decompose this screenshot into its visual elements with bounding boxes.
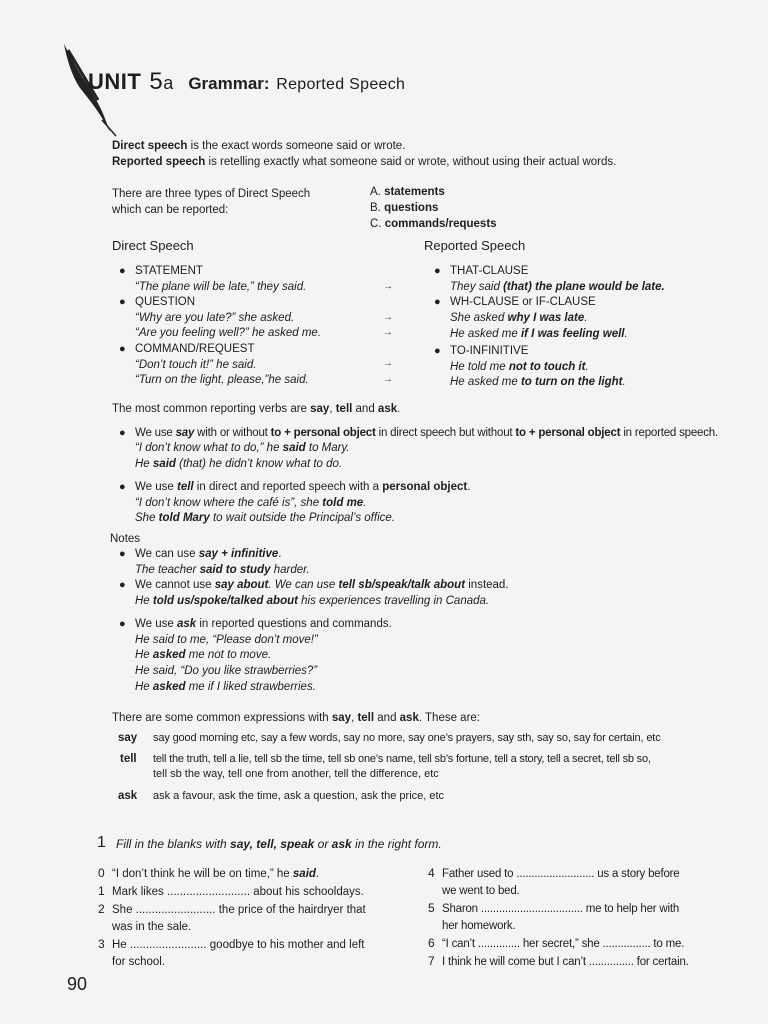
example-text: He told me [450, 361, 509, 373]
example-line: “Turn on the light, please,”he said. [135, 374, 309, 386]
text: There are some common expressions with [112, 712, 332, 724]
type-prefix: C. [370, 218, 385, 230]
exercise-item-cont [98, 919, 408, 936]
example-line [450, 280, 665, 296]
exercise-item-cont [428, 883, 738, 900]
expression-list-ask: ask a favour, ask the time, ask a question, ask the price, etc [153, 790, 445, 802]
exercise-item [98, 865, 408, 883]
example-text: “I don’t know where the café is”, she [135, 497, 323, 509]
item-number: 1 [98, 884, 105, 898]
expressions-intro [112, 711, 480, 727]
example-text: He [135, 458, 153, 470]
text: Fill in the blanks with [116, 837, 231, 851]
bullet-text: COMMAND/REQUEST [135, 343, 255, 355]
type-a [370, 185, 445, 201]
bullet-icon: ● [434, 265, 441, 277]
text: , [329, 403, 336, 415]
type-b [370, 201, 438, 217]
item-answer: said [292, 868, 316, 880]
arrow-icon: → [383, 312, 393, 323]
exercise-instructions [116, 837, 442, 853]
example-emphasis: told us/spoke/talked about [152, 595, 298, 607]
definition-direct [112, 139, 405, 155]
example-line: “Don’t touch it!” he said. [135, 359, 257, 371]
example-line: “Are you feeling well?” he asked me. [135, 327, 322, 339]
text: We use [135, 618, 177, 630]
page-number: 90 [67, 974, 88, 994]
rule-tell [119, 480, 471, 496]
item-text: He ........................ goodbye to his mother and left [112, 939, 365, 951]
type-text: statements [384, 186, 445, 198]
example-line [135, 511, 395, 527]
bullet-icon: ● [119, 618, 126, 630]
example-emphasis: asked [152, 649, 186, 661]
example-text: to wait outside the Principal’s office. [209, 512, 395, 524]
example-line [135, 457, 342, 473]
example-text: They said [450, 281, 504, 293]
bullet-icon: ● [119, 343, 126, 355]
emphasis: ask [176, 618, 197, 630]
example-line: “The plane will be late,” they said. [135, 281, 307, 293]
unit-number [149, 68, 173, 95]
example-text: He asked me [450, 328, 521, 340]
example-emphasis: why I was late [507, 312, 585, 324]
text: We cannot use [135, 579, 215, 591]
example-emphasis: asked [152, 681, 186, 693]
example-line: He said to me, “Please don’t move!” [135, 634, 318, 646]
bullet-icon: ● [119, 481, 126, 493]
text: or [314, 837, 332, 851]
item-number: 0 [98, 866, 105, 880]
direct-speech-heading: Direct Speech [112, 238, 194, 253]
emphasis: tell [176, 481, 194, 493]
example-line [450, 311, 587, 327]
verb-tell: tell [357, 712, 375, 724]
types-intro-line: which can be reported: [112, 204, 229, 216]
item-text: Father used to .......................... us a story before [442, 868, 680, 880]
item-text: “I don’t think he will be on time,” he [112, 868, 293, 880]
example-text: She [135, 512, 159, 524]
exercise-items-left [98, 865, 408, 971]
exercise-item [428, 900, 738, 918]
text: . These are: [418, 712, 480, 724]
item-number: 4 [428, 866, 435, 880]
text: in the right form. [351, 837, 442, 851]
expression-key-say: say [118, 732, 138, 744]
text: , [351, 712, 358, 724]
text: . [397, 403, 401, 415]
emphasis: say + infinitive [198, 548, 279, 560]
type-prefix: A. [370, 186, 385, 198]
text: The most common reporting verbs are [112, 403, 311, 415]
example-text: his experiences travelling in Canada. [297, 595, 490, 607]
bullet-icon: ● [119, 296, 126, 308]
example-text: harder. [270, 564, 310, 576]
example-text: “I don’t know what to do,” he [135, 442, 283, 454]
bullet-text: QUESTION [135, 296, 196, 308]
exercise-item-cont [98, 954, 408, 971]
example-line [450, 360, 589, 376]
example-text: He [135, 649, 153, 661]
example-text: (that) he didn’t know what to do. [175, 458, 343, 470]
notes-heading: Notes [110, 533, 141, 545]
bullet-icon: ● [434, 296, 441, 308]
example-text: . [624, 328, 628, 340]
arrow-icon: → [383, 374, 393, 385]
text: in reported questions and commands. [196, 618, 392, 630]
note-item [119, 578, 509, 594]
example-line [450, 327, 628, 343]
emphasis: tell sb/speak/talk about [338, 579, 466, 591]
example-text: to Mary. [305, 442, 350, 454]
text: with or without [194, 427, 271, 439]
bullet-icon: ● [434, 345, 441, 357]
example-text: . [584, 312, 588, 324]
expression-list-tell: tell the truth, tell a lie, tell sb the time, tell sb one’s name, tell sb’s fortune, tell a story, tell a secret, tell sb so, [153, 753, 651, 765]
example-text: me not to move. [185, 649, 272, 661]
example-text: He [135, 595, 153, 607]
definition-text: is the exact words someone said or wrote. [187, 140, 406, 152]
text: in reported speech. [620, 427, 718, 439]
item-number: 5 [428, 901, 435, 915]
example-line: He said, “Do you like strawberries?” [135, 665, 318, 677]
bullet-icon: ● [119, 427, 126, 439]
expression-key-ask: ask [118, 790, 138, 802]
example-text: He asked me [450, 376, 521, 388]
exercise-item [98, 936, 408, 954]
exercise-number: 1 [97, 834, 106, 851]
bullet-text: TO-INFINITIVE [450, 345, 529, 357]
example-emphasis: not to touch it [508, 361, 586, 373]
example-text: He [135, 681, 153, 693]
text: and [374, 712, 400, 724]
term-direct: Direct speech [112, 140, 188, 152]
bullet-to-infinitive [434, 344, 529, 360]
emphasis: to + personal object [270, 427, 376, 439]
example-line [135, 441, 350, 457]
exercise-item [428, 865, 738, 883]
verb-tell: tell [335, 403, 353, 415]
types-intro-line: There are three types of Direct Speech [112, 188, 311, 200]
exercise-item [98, 901, 408, 919]
bullet-text: THAT-CLAUSE [450, 265, 529, 277]
bullet-icon: ● [119, 579, 126, 591]
expression-list-say: say good morning etc, say a few words, say no more, say one’s prayers, say sth, say so, say for certain, etc [153, 732, 661, 744]
exercise-item [428, 935, 738, 953]
page-title [88, 68, 405, 96]
type-prefix: B. [370, 202, 385, 214]
definition-reported [112, 155, 616, 171]
example-line [135, 496, 366, 512]
emphasis: say, tell, speak [230, 837, 315, 851]
example-emphasis: if I was feeling well [520, 328, 625, 340]
term-reported: Reported speech [112, 156, 206, 168]
example-emphasis: said [152, 458, 176, 470]
note-item [119, 617, 392, 633]
example-line [450, 375, 626, 391]
item-text: . [315, 868, 320, 880]
text: . [467, 481, 471, 493]
example-emphasis: said [282, 442, 306, 454]
topic-label: Reported Speech [276, 76, 406, 93]
item-text: “I can’t .............. her secret,” she ................ to me. [442, 938, 685, 950]
emphasis: to + personal object [515, 427, 621, 439]
item-number: 3 [98, 937, 105, 951]
text: in direct speech but without [375, 427, 516, 439]
example-emphasis: told me [322, 497, 364, 509]
example-emphasis: said to study [199, 564, 271, 576]
bullet-question [119, 295, 196, 311]
bullet-statement [119, 264, 203, 280]
text: We use [135, 427, 176, 439]
unit-label: UNIT [88, 69, 142, 94]
item-text: She ......................... the price of the hairdryer that [112, 904, 366, 916]
verb-say: say [310, 403, 330, 415]
text: in direct and reported speech with a [193, 481, 383, 493]
item-text: I think he will come but I can’t ............... for certain. [442, 956, 689, 968]
example-text: . [363, 497, 367, 509]
bullet-command [119, 342, 255, 358]
example-line [135, 594, 489, 610]
example-text: . [622, 376, 626, 388]
type-text: questions [384, 202, 439, 214]
bullet-icon: ● [119, 265, 126, 277]
unit-letter: a [163, 73, 174, 93]
emphasis: say about [214, 579, 269, 591]
verb-say: say [331, 712, 352, 724]
verb-ask: ask [377, 403, 398, 415]
bullet-text: STATEMENT [135, 265, 203, 277]
emphasis: personal object [382, 481, 468, 493]
text: We can use [135, 548, 199, 560]
item-number: 7 [428, 954, 435, 968]
text: instead. [465, 579, 509, 591]
item-text: was in the sale. [112, 921, 192, 933]
example-emphasis: to turn on the light [520, 376, 623, 388]
reporting-verbs-line [112, 402, 400, 418]
bullet-text: WH-CLAUSE or IF-CLAUSE [450, 296, 596, 308]
example-line: “Why are you late?” she asked. [135, 312, 295, 324]
example-text: She asked [450, 312, 508, 324]
note-item [119, 547, 282, 563]
section-label: Grammar: [188, 74, 270, 93]
example-line [135, 680, 316, 696]
unit-number-digit: 5 [149, 68, 164, 95]
expression-list-tell: tell sb the way, tell one from another, tell the difference, etc [153, 768, 439, 780]
item-text: we went to bed. [442, 885, 520, 897]
exercise-item-cont [428, 918, 738, 935]
item-text: her homework. [442, 920, 516, 932]
item-number: 2 [98, 902, 105, 916]
example-line [135, 563, 310, 579]
item-text: Sharon .................................. me to help her with [442, 903, 680, 915]
item-text: Mark likes .......................... about his schooldays. [112, 886, 364, 898]
rule-say [119, 426, 718, 442]
item-text: for school. [112, 956, 166, 968]
arrow-icon: → [383, 281, 393, 292]
item-number: 6 [428, 936, 435, 950]
arrow-icon: → [383, 327, 393, 338]
definition-text: is retelling exactly what someone said or wrote, without using their actual words. [205, 156, 617, 168]
reported-speech-heading: Reported Speech [424, 238, 526, 253]
text: We use [135, 481, 177, 493]
example-emphasis: told Mary [158, 512, 210, 524]
exercise-item [428, 953, 738, 971]
exercise-item [98, 883, 408, 901]
type-text: commands/requests [384, 218, 497, 230]
example-text: The teacher [135, 564, 200, 576]
example-text: . [585, 361, 589, 373]
bullet-icon: ● [119, 548, 126, 560]
bullet-that-clause [434, 264, 529, 280]
example-emphasis: (that) the plane would be late. [503, 281, 665, 293]
emphasis: say [175, 427, 195, 439]
expression-key-tell: tell [120, 753, 137, 765]
type-c [370, 217, 497, 233]
example-text: me if I liked strawberries. [185, 681, 316, 693]
text: . [278, 548, 282, 560]
emphasis: ask [331, 837, 352, 851]
verb-ask: ask [399, 712, 419, 724]
bullet-wh-clause [434, 295, 596, 311]
text: and [352, 403, 378, 415]
text: . We can use [268, 579, 339, 591]
example-line [135, 648, 271, 664]
exercise-items-right [428, 865, 738, 971]
arrow-icon: → [383, 358, 393, 369]
